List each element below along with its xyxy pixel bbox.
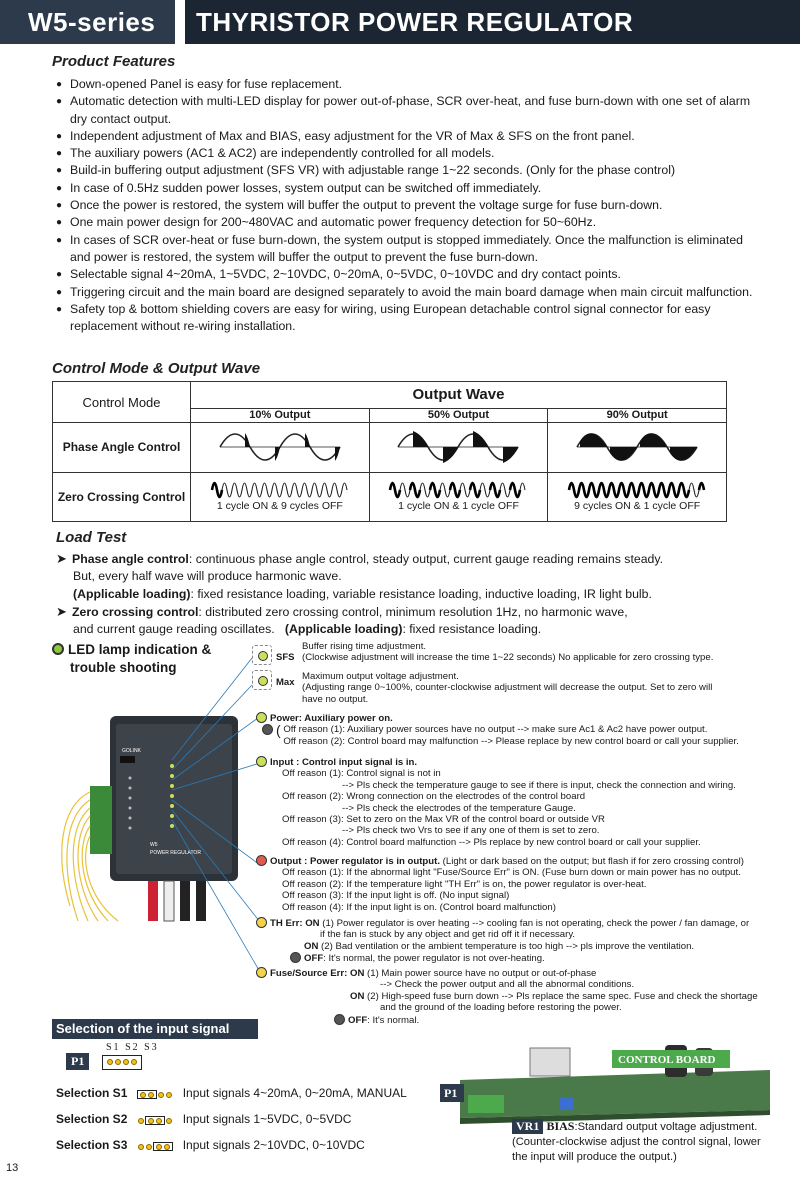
th-err-on: ON (305, 918, 320, 929)
input-reason: --> Pls check the temperature gauge to see if there is input, check the connection and wiring. (342, 779, 736, 791)
sfs-line: (Clockwise adjustment will increase the time 1~22 seconds) No applicable for zero crossing type. (302, 652, 714, 664)
caption-zero-90: 9 cycles ON & 1 cycle OFF (574, 500, 701, 513)
device-name: POWER REGULATOR (150, 850, 201, 856)
pct-50: 50% Output (369, 408, 548, 422)
selection-text: Input signals 4~20mA, 0~20mA, MANUAL (182, 1086, 407, 1100)
input-reason: Off reason (1): Control signal is not in (282, 768, 441, 780)
sfs-description (302, 641, 772, 664)
output-reason: Off reason (1): If the abnormal light "Fuse/Source Err" is ON. (Fuse burn down or main power has no output. (282, 867, 741, 879)
row-zero-crossing: Zero Crossing Control (53, 472, 191, 521)
phase-applicable-text: : fixed resistance loading, variable resistance loading, inductive loading, IR light bulb. (190, 586, 652, 601)
caption-zero-10: 1 cycle ON & 9 cycles OFF (216, 500, 343, 513)
selection-text: Input signals 2~10VDC, 0~10VDC (182, 1138, 365, 1152)
pin-label-s3: S3 (144, 1042, 159, 1053)
pct-90: 90% Output (548, 408, 727, 422)
feature-item: ● Once the power is restored, the system will buffer the output to prevent the voltage surge for fuse burn-down. (56, 197, 756, 214)
feature-item: ● One main power design for 200~480VAC and automatic power frequency detection for 50~60Hz. (56, 214, 756, 231)
th-err-block: TH Err: ON (1) Power regulator is over heating --> cooling fan is not operating, check the power / fan damage, or if the fan is stuck by any object and get rid off it if necessary. ON (2) Bad ventilation or the ambient temperature is too high --> pls improve the ventilation. OFF: It's normal, the power regulator is not over-heating. (256, 917, 786, 965)
pin-label-s2: S2 (125, 1042, 140, 1053)
fuse-err-block: Fuse/Source Err: ON (1) Main power source have no output or out-of-phase --> Check the power output and all the abnormal conditions. ON (2) High-speed fuse burn down --> Pls replace the same spec. Fuse and check the shortage and the ground of the loading before restoring the power. OFF: It's normal. (256, 967, 786, 1026)
lamp-off-icon (262, 724, 273, 735)
sfs-label: SFS (276, 652, 295, 663)
page-number: 13 (6, 1162, 19, 1174)
selection-label: Selection S2 (56, 1112, 128, 1126)
load-test-title: Load Test (56, 529, 127, 546)
power-lamp-icon (256, 712, 267, 723)
power-reason: Off reason (2): Control board may malfunction --> Please replace by new control board or call your supplier. (283, 735, 739, 747)
led-title-line1: LED lamp indication & (68, 642, 212, 657)
control-board-label: CONTROL BOARD (618, 1054, 716, 1066)
p1-label: P1 (66, 1053, 89, 1070)
selection-row-s2 (56, 1112, 351, 1127)
control-mode-title: Control Mode & Output Wave (52, 360, 261, 377)
output-reason: Off reason (4): If the input light is on. (Control board malfunction) (282, 901, 556, 913)
output-wave-table (52, 381, 727, 522)
fuse-err-title: Fuse/Source Err: (270, 968, 350, 979)
row-phase-angle: Phase Angle Control (53, 423, 191, 472)
output-lamp-icon (256, 855, 267, 866)
th-err-line: (2) Bad ventilation or the ambient temperature is too high --> pls improve the ventilation. (318, 940, 695, 952)
jumper-s1-icon (137, 1087, 173, 1101)
th-err-line: if the fan is stuck by any object and get rid off it if necessary. (320, 929, 576, 941)
feature-item: ● Down-opened Panel is easy for fuse replacement. (56, 76, 756, 93)
jumper-s2-icon (137, 1113, 173, 1127)
bias-text: :Standard output voltage adjustment. (Counter-clockwise adjust the control signal, lower the input will produce the output.) (512, 1121, 761, 1163)
feature-item: ● Automatic detection with multi-LED display for power out-of-phase, SCR over-heat, and fuse burn-down with one set of alarm dry contact output. (56, 93, 756, 128)
th-err-off: OFF (304, 953, 324, 965)
fuse-err-on: ON (349, 968, 365, 979)
output-wave-header: Output Wave (191, 382, 727, 409)
wave-phase-90 (548, 423, 727, 472)
output-lamp-block (256, 855, 786, 913)
lamp-off-icon (334, 1014, 345, 1025)
th-err-title: TH Err: (270, 918, 306, 929)
power-title: Power: Auxiliary power on. (270, 713, 393, 724)
input-lamp-icon (256, 756, 267, 767)
max-line: (Adjusting range 0~100%, counter-clockwise adjustment will decrease the output. Set to zero will (302, 682, 713, 694)
board-p1-label: P1 (444, 1086, 458, 1100)
output-note: (Light or dark based on the output; but flash if for zero crossing control) (440, 856, 744, 867)
power-reason: Off reason (1): Auxiliary power sources have no output --> make sure Ac1 & Ac2 have power output. (283, 724, 708, 736)
wave-zero-90 (548, 472, 727, 521)
fuse-err-line: (1) Main power source have no output or out-of-phase (364, 968, 597, 979)
phase-angle-text: : continuous phase angle control, steady output, current gauge reading remains steady. (188, 552, 664, 566)
pin-label-s1: S1 (106, 1042, 121, 1053)
wave-zero-50 (369, 472, 548, 521)
feature-item: ● Independent adjustment of Max and BIAS, easy adjustment for the VR of Max & SFS on the front panel. (56, 128, 756, 145)
selection-text: Input signals 1~5VDC, 0~5VDC (182, 1112, 352, 1126)
bias-caption (512, 1119, 772, 1165)
output-reason: Off reason (3): If the input light is off. (No input signal) (282, 890, 510, 902)
fuse-err-line: (2) High-speed fuse burn down --> Pls replace the same spec. Fuse and check the shortage (364, 990, 758, 1002)
fuse-err-line: and the ground of the loading before restoring the power. (380, 1002, 622, 1014)
feature-item: ● Safety top & bottom shielding covers are easy for wiring, using European detachable control signal connector for easy replacement without re-wiring installation. (56, 301, 756, 336)
output-title: Output : Power regulator is in output. (270, 856, 441, 867)
zero-applicable-label: (Applicable loading) (284, 622, 403, 637)
fuse-err-line: --> Check the power output and all the abnormal conditions. (380, 979, 635, 991)
zero-crossing-label: Zero crossing control (72, 604, 199, 619)
control-mode-header: Control Mode (53, 382, 191, 423)
feature-item: ● In case of 0.5Hz sudden power losses, system output can be switched off immediately. (56, 180, 756, 197)
input-reason: Off reason (2): Wrong connection on the electrodes of the control board (282, 791, 586, 803)
selection-label: Selection S1 (56, 1086, 128, 1100)
phase-applicable-label: (Applicable loading) (73, 586, 191, 601)
zero-crossing-text2: and current gauge reading oscillates. (73, 622, 275, 637)
max-line: Maximum output voltage adjustment. (302, 671, 459, 682)
bias-label: BIAS (546, 1119, 575, 1133)
zero-applicable-text: : fixed resistance loading. (402, 622, 542, 637)
selection-row-s1 (56, 1086, 407, 1101)
max-label: Max (276, 677, 295, 688)
jumper-s3-icon (137, 1139, 173, 1153)
feature-item: ● The auxiliary powers (AC1 & AC2) are independently controlled for all models. (56, 145, 756, 162)
device-model: W5 (150, 842, 158, 848)
selection-row-s3 (56, 1138, 365, 1153)
input-reason: Off reason (4): Control board malfunction --> Pls replace by new control board or call your supplier. (282, 836, 701, 848)
wave-zero-10 (191, 472, 370, 521)
input-title: Input : Control input signal is in. (270, 757, 418, 768)
selection-label: Selection S3 (56, 1138, 128, 1152)
input-reason: --> Pls check the electrodes of the temperature Gauge. (342, 802, 576, 814)
fuse-err-off-text: : It's normal. (367, 1014, 420, 1026)
pin-header (66, 1042, 159, 1070)
fuse-err-lamp-icon (256, 967, 267, 978)
sfs-knob-icon (252, 645, 272, 665)
selection-title: Selection of the input signal (52, 1019, 258, 1039)
control-board-image (440, 1040, 770, 1130)
device-brand: GOLINK (122, 748, 141, 754)
input-reason: Off reason (3): Set to zero on the Max VR of the control board or outside VR (282, 814, 605, 826)
sfs-line: Buffer rising time adjustment. (302, 641, 427, 652)
led-title-line2: trouble shooting (70, 660, 177, 675)
power-lamp-block: Power: Auxiliary power on. ( Off reason (1): Auxiliary power sources have no output --> make sure Ac1 & Ac2 have power output. Off reason (2): Control board may malfunction --> Please replace by new control board or call your supplier. (256, 712, 776, 747)
led-bullet-icon (52, 643, 64, 655)
wave-phase-50 (369, 423, 548, 472)
input-lamp-block (256, 756, 776, 848)
vr1-label: VR1 (512, 1119, 543, 1134)
feature-item: ● Build-in buffering output adjustment (SFS VR) with adjustable range 1~22 seconds. (Only for the phase control) (56, 162, 756, 179)
features-title: Product Features (52, 53, 176, 70)
features-list (56, 76, 756, 335)
header-divider (175, 0, 185, 44)
load-test-body (56, 550, 756, 638)
max-knob-icon (252, 670, 272, 690)
page-title: THYRISTOR POWER REGULATOR (196, 7, 634, 37)
input-reason: --> Pls check two Vrs to see if any one of them is set to zero. (342, 825, 600, 837)
fuse-err-off: OFF (348, 1014, 368, 1026)
feature-item: ● In cases of SCR over-heat or fuse burn-down, the system output is stopped immediately. Once the malfunction is eliminated and power is restored, the system will buffer the output to prevent the fuse burn-down. (56, 232, 756, 267)
series-label: W5-series (0, 0, 175, 44)
phase-angle-text2: But, every half wave will produce harmonic wave. (73, 569, 342, 584)
arrow-icon: ➤ (56, 551, 67, 566)
th-err-off-text: : It's normal, the power regulator is not over-heating. (323, 953, 545, 965)
page-header (0, 0, 800, 44)
caption-zero-50: 1 cycle ON & 1 cycle OFF (398, 500, 519, 513)
max-description (302, 671, 772, 705)
arrow-icon: ➤ (56, 603, 67, 619)
pin-block-icon (102, 1055, 142, 1070)
max-line: have no output. (302, 693, 369, 705)
th-err-line: (1) Power regulator is over heating --> cooling fan is not operating, check the power / fan damage, or (319, 918, 750, 929)
feature-item: ● Selectable signal 4~20mA, 1~5VDC, 2~10VDC, 0~20mA, 0~5VDC, 0~10VDC and dry contact points. (56, 266, 756, 283)
wave-phase-10 (191, 423, 370, 472)
feature-item: ● Triggering circuit and the main board are designed separately to avoid the main board damage when main circuit malfunction. (56, 284, 756, 301)
output-reason: Off reason (2): If the temperature light "TH Err" is on, the power regulator is over-heat. (282, 878, 647, 890)
th-err-lamp-icon (256, 917, 267, 928)
lamp-off-icon (290, 952, 301, 963)
zero-crossing-text: : distributed zero crossing control, minimum resolution 1Hz, no harmonic wave, (198, 604, 628, 619)
pct-10: 10% Output (191, 408, 370, 422)
phase-angle-label: Phase angle control (72, 552, 189, 566)
